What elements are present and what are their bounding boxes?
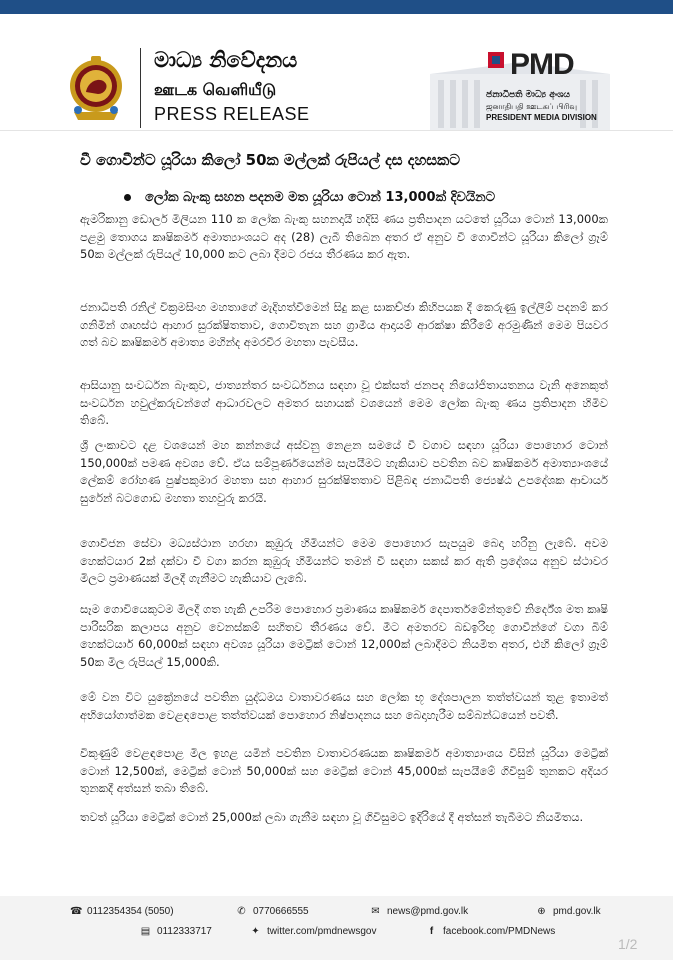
top-color-bar	[0, 0, 673, 14]
paragraph-8: විකුණුම් වෙළඳපොළ මිල ඉහළ යමින් පවතින වාතාවරණයක කෘෂිකර්ම අමාත්‍යාංශය විසින් යූරියා මෙට්‍රික් ටොන් 12,500ක්, මෙට්‍රික් ටොන් 50,000ක් සහ මෙට්‍රික් ටොන් 45,000ක් සැපයීමේ ගිවිසුම් තුනකට අදියර තුනකදී අත්සන් තබා තිබේ.	[80, 746, 608, 795]
mobile-number: 0770666555	[253, 906, 309, 917]
contact-footer	[0, 896, 673, 960]
phone-number: 0112354354 (5050)	[87, 906, 174, 917]
phone-icon: ☎	[70, 906, 83, 917]
email-icon: ✉	[371, 906, 380, 917]
fax-number: 0112333717	[157, 926, 212, 937]
twitter-url[interactable]: twitter.com/pmdnewsgov	[267, 926, 377, 937]
pmd-wordmark: PMD	[510, 48, 574, 81]
mobile-contact	[236, 906, 309, 917]
twitter-contact	[250, 926, 377, 937]
pmd-name-english: PRESIDENT MEDIA DIVISION	[486, 113, 597, 122]
website-url[interactable]: pmd.gov.lk	[553, 906, 601, 917]
facebook-contact	[426, 926, 555, 937]
press-release-body	[0, 130, 673, 897]
title-tamil: ஊடக வெளியீடு	[154, 80, 277, 99]
facebook-icon: f	[429, 926, 434, 937]
phone-contact	[70, 906, 174, 917]
email-contact	[370, 906, 468, 917]
sri-lanka-emblem-icon	[68, 50, 124, 126]
pmd-logo	[420, 40, 620, 136]
twitter-icon: ✦	[251, 926, 260, 937]
paragraph-3: ආසියානු සංවර්ධන බැංකුව, ජාත්‍යන්තර සංවර්ධනය සඳහා වූ එක්සත් ජනපද නියෝජිතායතනය වැනි අනෙකුත් සංවර්ධන හවුල්කරුවන්ගේ ආධාරවලට අමතර සහායක් වශයෙන් මෙම ලෝක බැංකු ණය ප්‍රතිපාදන හිමිව තිබේ.	[80, 378, 608, 427]
paragraph-2: ජනාධිපති රනිල් වික්‍රමසිංහ මහතාගේ මැදිහත්වීමෙන් සිදු කළ සාකච්ඡා කිහිපයක දී කෙරුණු ඉල්ලීම් පදනම් කර ගනිමින් ගෘහස්ථ ආහාර සුරක්ෂිතතාව, ගොවිතැන සහ ග්‍රාමීය ආදායම් ආරක්ෂා කිරීමේ අරමුණින් මෙම පියවර ගත් බව කෘෂිකර්ම අමාත්‍ය මහින්ද අමරවීර මහතා පැවසීය.	[80, 300, 608, 349]
paragraph-9: තවත් යූරියා මෙට්‍රික් ටොන් 25,000ක් ලබා ගැනීම සඳහා වූ ගිවිසුමට ඉදිරියේ දී අත්සන් තැබීමට නියමිතය.	[80, 810, 584, 824]
pmd-name-sinhala: ජනාධිපති මාධ්‍ය අංශය	[486, 90, 571, 100]
fax-contact	[140, 926, 212, 937]
bullet-icon	[124, 194, 131, 201]
title-sinhala: මාධ්‍ය නිවේදනය	[154, 48, 298, 72]
mobile-phone-icon: ✆	[237, 906, 246, 917]
paragraph-6: සෑම ගොවියෙකුටම මිලදී ගත හැකි උපරිම පොහොර ප්‍රමාණය කෘෂිකර්ම දෙපාර්තමේන්තුවේ නිර්දේශ මත කෘෂි පාරිසරික කලාපය අනුව වෙනස්කම් සහිතව තීරණය වේ. මීට අමතරව බඩඉරිඟු ගොවීන්ගේ වගා බිම් හෙක්ටයාර් 60,000ක් සඳහා අවශ්‍ය යූරියා මෙට්‍රික් ටොන් 12,000ක් ලබාදීමට නියමිත අතර, එහි කිලෝ ග්‍රෑම් 50ක මිල රුපියල් 15,000කි.	[80, 602, 608, 669]
email-address[interactable]: news@pmd.gov.lk	[387, 906, 469, 917]
globe-icon: ⊕	[537, 906, 546, 917]
fax-icon: ▤	[140, 926, 151, 937]
page-number: 1/2	[618, 936, 638, 952]
letterhead	[0, 14, 673, 130]
subheadline-row	[124, 187, 495, 206]
pmd-name-tamil: ஜனாதிபதி ஊடகப் பிரிவு	[486, 102, 577, 111]
paragraph-4: ශ්‍රී ලංකාවට දළ වශයෙන් මහ කන්නයේ අස්වනු නෙළන සමයේ වී වගාව සඳහා යූරියා පොහොර ටොන් 150,000ක් පමණ අවශ්‍ය වේ. ඒය සම්පූර්ණයෙන්ම සැපයීමට හැකියාව පවතින බව කෘෂිකර්ම අමාත්‍යාංශයේ ලේකම් රෝහණ පුෂ්පකුමාර මහතා සහ ආහාර සුරක්ෂිතතාව පිළිබඳ ජනාධිපති ජ්‍යෙෂ්ඨ උපදේශක ආචාර්ය සුරේන් බටගොඩ මහතා තහවුරු කරයි.	[80, 438, 608, 505]
paragraph-7: මේ වන විට යුක්‍රේනයේ පවතින යුද්ධමය වාතාවරණය සහ ලෝක භූ දේශපාලන තත්ත්වයන් තුළ ඉතාමත් අභියෝගාත්මක වෙළඳපොළ තත්ත්වයක් පොහොර නිෂ්පාදනය සහ බෙදාහැරීම සම්බන්ධයෙන් පවතී.	[80, 690, 608, 722]
header-divider	[140, 48, 141, 128]
paragraph-1: ඇමරිකානු ඩොලර් මිලියන 110 ක ලෝක බැංකු සහනදායී හදිසි ණය ප්‍රතිපාදන යටතේ යූරියා ටොන් 13,000ක පළමු තොගය කෘෂිකර්ම අමාත්‍යාංශයට අද (28) ලැබී තිබෙන අතර ඒ අනුව වී ගොවීන්ට යූරියා කිලෝ ග්‍රෑම් 50ක මල්ලක් රුපියල් 10,000 කට ලබා දීමට රජය තීරණය කර ඇත.	[80, 212, 608, 261]
paragraph-5: ගොවිජන සේවා මධ්‍යස්ථාන හරහා කුඹුරු හිමියන්ට මෙම පොහොර සැපයුම බෙදා හරිනු ලැබේ. අවම හෙක්ටයාර 2ක් දක්වා වී වගා කරන කුඹුරු හිමියන්ට තමන් වී සඳහා සකස් කර ඇති ප්‍රදේශය අනුව ස්ථාවර මිලට ප්‍රමාණයක් මිලදී ගැනීමට හැකියාව ලැබේ.	[80, 536, 608, 585]
facebook-url[interactable]: facebook.com/PMDNews	[443, 926, 556, 937]
subheadline: ලෝක බැංකු සහන පදනම මත යූරියා ටොන් 13,000ක් දිවයිනට	[145, 190, 496, 205]
headline: වී ගොවීන්ට යූරියා කිලෝ 50ක මල්ලක් රුපියල් දස දහසකට	[80, 151, 461, 169]
website-contact	[536, 906, 601, 917]
title-english: PRESS RELEASE	[154, 104, 310, 124]
